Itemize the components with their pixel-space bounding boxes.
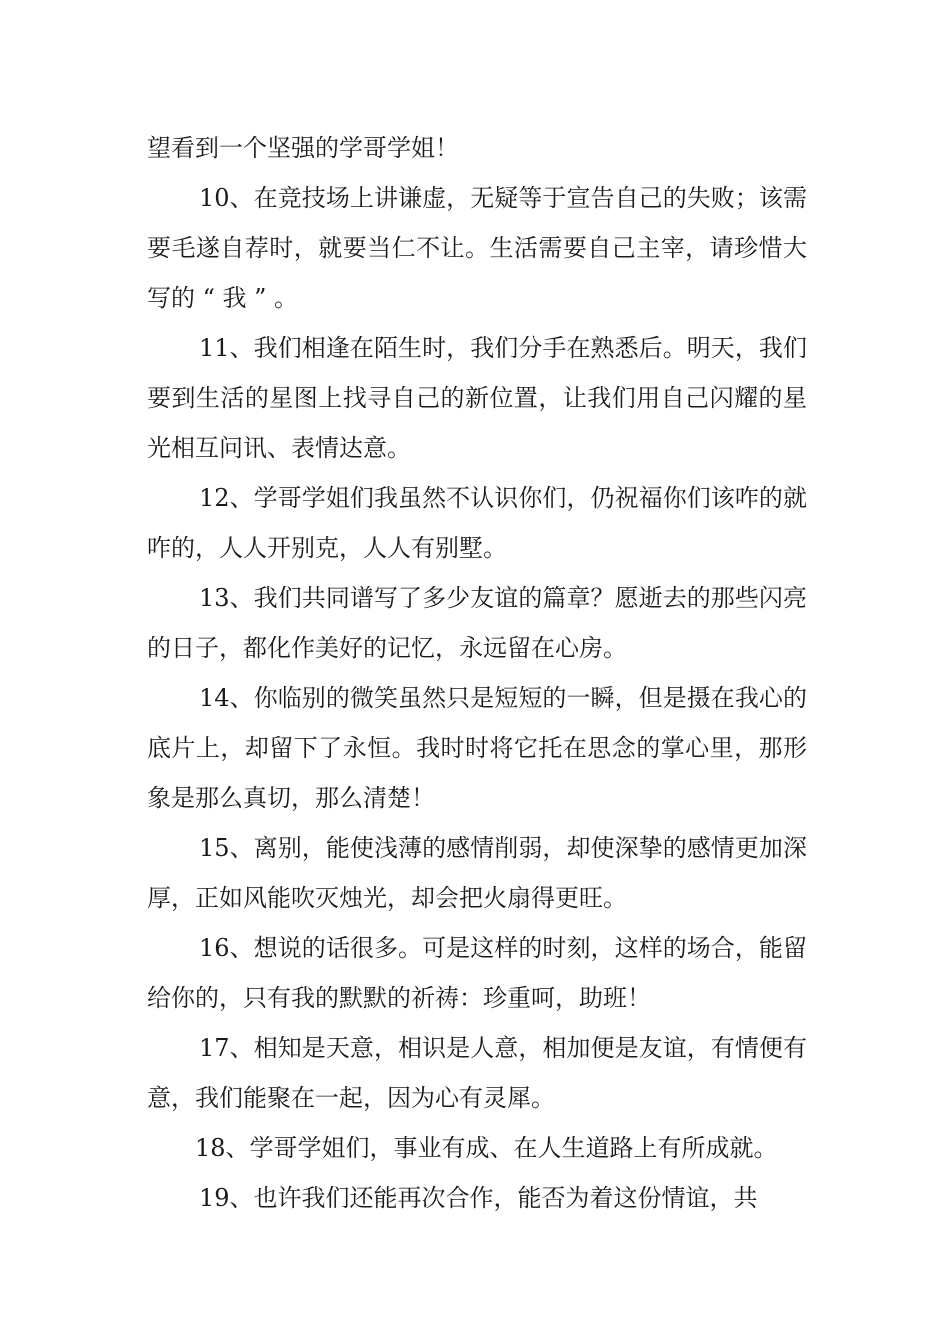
paragraph-17: 17、相知是天意，相识是人意，相加便是友谊，有情便有意，我们能聚在一起，因为心有灵犀。 <box>147 1034 807 1112</box>
paragraph-11: 11、我们相逢在陌生时，我们分手在熟悉后。明天，我们要到生活的星图上找寻自己的新位置，让我们用自己闪耀的星光相互问讯、表情达意。 <box>147 334 807 462</box>
paragraph-continuation: 望看到一个坚强的学哥学姐！ <box>147 134 459 162</box>
paragraph-12: 12、学哥学姐们我虽然不认识你们，仍祝福你们该咋的就咋的，人人开别克，人人有别墅。 <box>147 484 807 562</box>
paragraph-15: 15、离别，能使浅薄的感情削弱，却使深挚的感情更加深厚，正如风能吹灭烛光，却会把火扇得更旺。 <box>147 834 807 912</box>
paragraph-16: 16、想说的话很多。可是这样的时刻，这样的场合，能留给你的，只有我的默默的祈祷：珍重呵，助班！ <box>147 934 807 1012</box>
paragraph-18: 18、学哥学姐们，事业有成、在人生道路上有所成就。 <box>195 1134 778 1162</box>
paragraph-13: 13、我们共同谱写了多少友谊的篇章？愿逝去的那些闪亮的日子，都化作美好的记忆，永远留在心房。 <box>147 584 807 662</box>
document-body <box>147 123 807 1223</box>
paragraph-14: 14、你临别的微笑虽然只是短短的一瞬，但是摄在我心的底片上，却留下了永恒。我时时将它托在思念的掌心里，那形象是那么真切，那么清楚！ <box>147 684 807 812</box>
paragraph-10: 10、在竞技场上讲谦虚，无疑等于宣告自己的失败；该需要毛遂自荐时，就要当仁不让。生活需要自己主宰，请珍惜大写的 “ 我 ” 。 <box>147 184 807 312</box>
paragraph-19: 19、也许我们还能再次合作，能否为着这份情谊，共 <box>199 1184 758 1212</box>
